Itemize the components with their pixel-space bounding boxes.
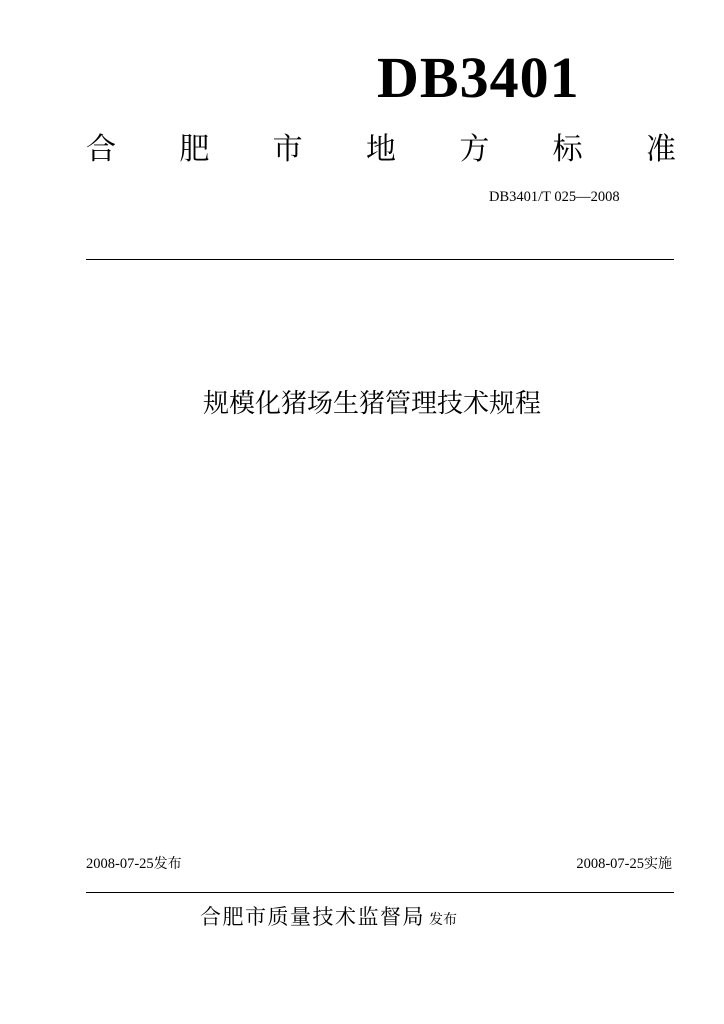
standard-type-char: 方 xyxy=(459,132,490,167)
standard-number: DB3401/T 025—2008 xyxy=(489,189,620,205)
implement-date-line xyxy=(576,854,672,874)
standard-type-char: 准 xyxy=(645,132,676,167)
issuer-label: 发布 xyxy=(429,912,457,928)
publish-label: 发布 xyxy=(153,856,182,872)
header-divider xyxy=(86,259,674,260)
issuer-line xyxy=(200,900,457,937)
standard-code: DB3401 xyxy=(377,45,580,110)
publish-date: 2008-07-25 xyxy=(86,856,154,872)
standard-type-char: 市 xyxy=(272,132,303,167)
issuer-organization: 合肥市质量技术监督局 xyxy=(200,905,425,929)
implement-label: 实施 xyxy=(644,856,672,872)
standard-type-heading xyxy=(86,128,676,172)
document-title: 规模化猪场生猪管理技术规程 xyxy=(202,389,541,419)
footer-divider xyxy=(86,892,674,893)
publish-date-line xyxy=(86,854,182,874)
standard-type-char: 合 xyxy=(86,132,116,167)
standard-type-char: 肥 xyxy=(179,132,210,167)
standard-type-char: 地 xyxy=(365,132,396,167)
standard-type-char: 标 xyxy=(552,132,583,167)
implement-date: 2008-07-25 xyxy=(576,856,644,872)
